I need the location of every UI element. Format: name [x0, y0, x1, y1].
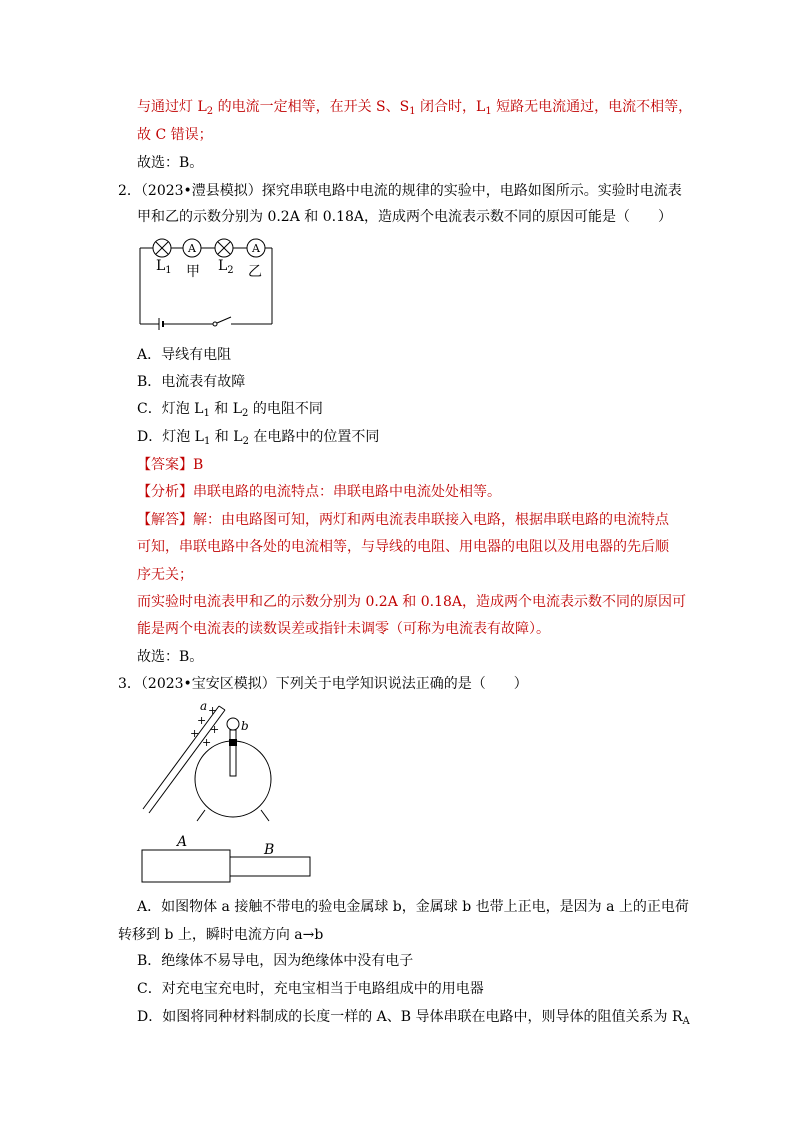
subscript: 1	[165, 265, 172, 276]
q2-option-c	[137, 399, 323, 424]
text: D．如图将同种材料制成的长度一样的 A、B 导体串联在电路中，则导体的阻值关系为 R	[137, 1009, 683, 1025]
solution-text: 解：由电路图可知，两灯和两电流表串联接入电路，根据串联电路的电流特点	[193, 512, 669, 528]
continuation-line-1	[137, 97, 692, 122]
answer-tag: 【答案】	[137, 457, 193, 473]
lamp-l1-icon	[153, 239, 171, 257]
q2-answer	[137, 455, 203, 475]
subscript: 1	[203, 436, 211, 447]
label-a: a	[200, 699, 208, 713]
conductor-a	[142, 850, 230, 882]
subscript: 2	[227, 265, 234, 276]
label-b: b	[241, 719, 249, 733]
q3-option-c: C．对充电宝充电时，充电宝相当于电路组成中的用电器	[137, 981, 484, 997]
metal-ball-icon	[227, 718, 239, 730]
q2-solution-line-5: 能是两个电流表的读数误差或指针未调零（可称为电流表有故障）。	[137, 621, 550, 637]
q2-option-b: B．电流表有故障	[137, 374, 246, 390]
analysis-tag: 【分析】	[137, 484, 193, 500]
plus-charge-5: +	[202, 736, 212, 749]
text: 的电流一定相等，在开关 S、S	[213, 99, 410, 115]
q3-conductors-diagram	[140, 840, 320, 890]
q3-option-d-line-1	[137, 1007, 690, 1032]
switch-blade	[217, 317, 231, 323]
subscript: 1	[203, 408, 210, 419]
text: 和 L	[210, 429, 243, 445]
q2-solution-line-2: 可知，串联电路中各处的电流相等，与导线的电阻、用电器的电阻以及用电器的先后顺	[137, 539, 669, 555]
q2-circuit-diagram	[135, 232, 295, 332]
plus-charge-2: +	[197, 714, 207, 727]
text: 和 L	[209, 401, 243, 417]
label-l1	[156, 258, 172, 279]
text: 短路无电流通过，电流不相等，	[491, 99, 693, 115]
q3-option-a-line-2: 转移到 b 上，瞬时电流方向 a→b	[118, 927, 324, 943]
subscript: 2	[242, 436, 249, 447]
ammeter-yi-icon	[247, 239, 265, 257]
solution-tag: 【解答】	[137, 512, 193, 528]
subscript: 1	[485, 106, 492, 117]
plus-charge-3: +	[210, 723, 220, 736]
ammeter-jia-icon	[183, 239, 201, 257]
svg-text:A: A	[252, 242, 260, 255]
text: 在电路中的位置不同	[248, 429, 380, 445]
text: D．灯泡 L	[137, 429, 204, 445]
q2-stem-line-1: 2．（2023•澧县模拟）探究串联电路中电流的规律的实验中，电路如图所示。实验时电流表	[118, 183, 682, 199]
q3-option-b: B．绝缘体不易导电，因为绝缘体中没有电子	[137, 953, 414, 969]
q2-stem-line-2: 甲和乙的示数分别为 0.2A 和 0.18A，造成两个电流表示数不同的原因可能是（ ）	[137, 209, 673, 225]
text: 与通过灯 L	[137, 99, 207, 115]
answer-value: B	[193, 457, 204, 473]
text: 闭合时，L	[415, 99, 486, 115]
lamp-l2-icon	[215, 239, 233, 257]
subscript: 2	[242, 408, 249, 419]
plus-charge-4: +	[190, 727, 200, 740]
text: L	[218, 258, 228, 274]
q3-stem: 3．（2023•宝安区模拟）下列关于电学知识说法正确的是（ ）	[118, 676, 528, 692]
label-yi: 乙	[248, 264, 262, 280]
label-l2	[218, 258, 234, 279]
label-conductor-b: B	[264, 842, 275, 858]
q2-analysis	[137, 482, 501, 502]
subscript: A	[682, 1016, 690, 1027]
plus-charge-1: +	[208, 704, 218, 717]
text: C．灯泡 L	[137, 401, 204, 417]
conductor-b	[230, 857, 310, 876]
q2-solution-line-1	[137, 510, 669, 530]
q3-option-a-line-1: A．如图物体 a 接触不带电的验电金属球 b，金属球 b 也带上正电，是因为 a 上的正电荷	[137, 899, 689, 915]
q2-final-answer: 故选：B。	[137, 649, 204, 665]
continuation-line-2: 故 C 错误；	[137, 127, 213, 143]
text: L	[156, 258, 166, 274]
q2-option-a: A．导线有电阻	[137, 347, 232, 363]
svg-text:A: A	[188, 242, 196, 255]
switch-pivot	[213, 322, 217, 326]
text: 的电阻不同	[248, 401, 323, 417]
subscript: 1	[409, 106, 416, 117]
subscript: 2	[206, 106, 214, 117]
q2-solution-line-4: 而实验时电流表甲和乙的示数分别为 0.2A 和 0.18A，造成两个电流表示数不同的原因可	[137, 594, 687, 610]
label-jia: 甲	[186, 264, 200, 280]
q2-solution-line-3: 序无关；	[137, 567, 193, 583]
q2-option-d	[137, 427, 379, 452]
label-conductor-a: A	[177, 834, 188, 850]
analysis-text: 串联电路的电流特点：串联电路中电流处处相等。	[193, 484, 501, 500]
continuation-answer: 故选：B。	[137, 155, 204, 171]
